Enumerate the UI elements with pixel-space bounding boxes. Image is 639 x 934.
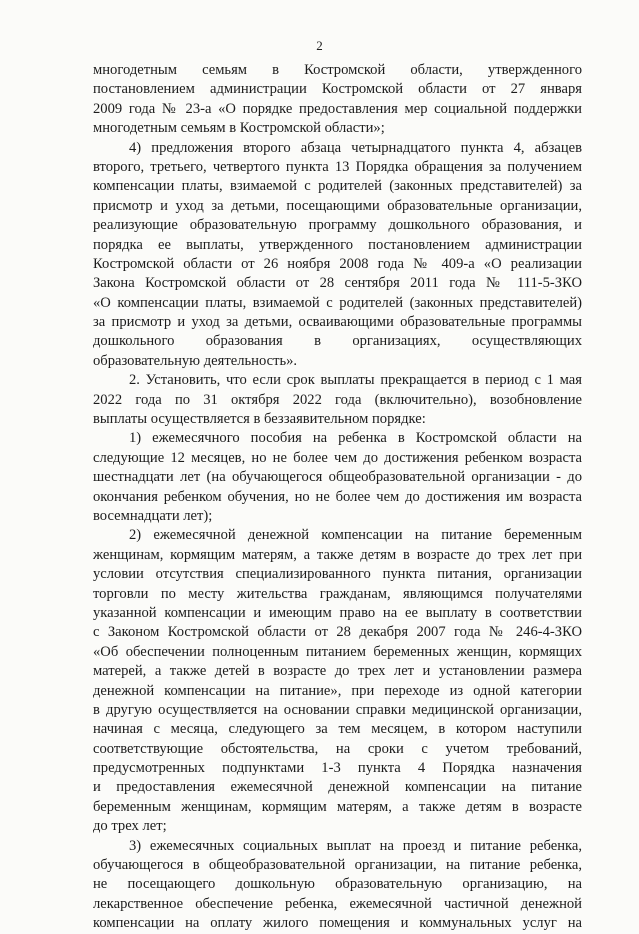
text-line: второго, третьего, четвертого пункта 13 Порядка обращения за получением: [93, 158, 582, 175]
text-line: торговли по месту жительства гражданам, являющимся получателями: [93, 585, 582, 602]
text-line: денежной компенсации на питание», при переходе из одной категории: [93, 682, 582, 699]
text-line: с Законом Костромской области от 28 декабря 2007 года № 246-4-ЗКО: [93, 624, 582, 641]
text-line: выплаты осуществляется в беззаявительном порядке:: [93, 411, 426, 428]
text-line: 4) предложения второго абзаца четырнадцатого пункта 4, абзацев: [129, 139, 582, 156]
text-line: шестнадцати лет (на обучающегося общеобразовательной организации - до: [93, 469, 582, 486]
text-line: следующие 12 месяцев, но не более чем до достижения ребенком возраста: [93, 449, 582, 466]
text-line: Закона Костромской области от 28 сентября 2011 года № 111-5-ЗКО: [93, 275, 582, 292]
text-line: образовательную деятельность».: [93, 352, 298, 369]
text-line: предусмотренных подпунктами 1-3 пункта 4 Порядка назначения: [93, 760, 582, 777]
text-line: лекарственное обеспечение ребенка, ежемесячной частичной денежной: [93, 895, 582, 912]
text-line: порядка ее выплаты, утвержденного постановлением администрации: [93, 236, 582, 253]
text-line: начиная с месяца, следующего за тем месяцем, в котором наступили: [93, 721, 582, 738]
text-line: компенсации на оплату жилого помещения и коммунальных услуг на: [93, 915, 582, 932]
text-line: компенсации платы, взимаемой с родителей (законных представителей) за: [93, 178, 582, 195]
text-line: восемнадцати лет);: [93, 507, 213, 524]
text-line: дошкольного образования в организациях, осуществляющих: [93, 333, 582, 350]
text-line: «Об обеспечении полноценным питанием беременных женщин, кормящих: [93, 643, 582, 660]
text-line: матерей, а также детей в возрасте до трех лет и установлении размера: [93, 663, 582, 680]
text-line: 1) ежемесячного пособия на ребенка в Костромской области на: [129, 430, 582, 447]
page-number: 2: [316, 38, 323, 53]
text-line: обучающегося в общеобразовательной организации, на питание ребенка,: [93, 857, 582, 874]
text-line: реализующие образовательную программу дошкольного образования, и: [93, 217, 582, 234]
text-line: многодетным семьям в Костромской области, утвержденного: [93, 62, 582, 78]
text-line: 3) ежемесячных социальных выплат на проезд и питание ребенка,: [129, 837, 582, 854]
text-line: постановлением администрации Костромской области от 27 января: [93, 81, 582, 98]
text-line: 2022 года по 31 октября 2022 года (включительно), возобновление: [93, 391, 582, 408]
text-line: многодетным семьям в Костромской области»;: [93, 120, 385, 137]
text-line: присмотр и уход за детьми, посещающими образовательные организации,: [93, 197, 582, 214]
text-line: до трех лет;: [93, 818, 167, 835]
text-line: беременным женщинам, кормящим матерям, а также детям в возрасте: [93, 798, 582, 815]
text-line: 2) ежемесячной денежной компенсации на питание беременным: [129, 527, 582, 544]
text-line: не посещающего дошкольную образовательную организацию, на: [93, 876, 582, 893]
text-line: указанной компенсации и имеющим право на ее выплату в соответствии: [93, 604, 582, 621]
text-line: соответствующие обстоятельства, на сроки с учетом требований,: [93, 740, 582, 757]
text-line: в другую осуществляется на основании справки медицинской организации,: [93, 701, 582, 718]
text-line: 2. Установить, что если срок выплаты прекращается в период с 1 мая: [129, 372, 582, 389]
text-line: окончания ребенком обучения, но не более чем до достижения им возраста: [93, 488, 582, 505]
text-line: условии отсутствия специализированного пункта питания, организации: [93, 566, 582, 583]
text-line: 2009 года № 23-а «О порядке предоставления мер социальной поддержки: [93, 100, 582, 117]
text-line: женщинам, кормящим матерям, а также детям в возрасте до трех лет при: [93, 546, 582, 563]
text-line: за присмотр и уход за детьми, осваивающими образовательные программы: [93, 314, 582, 331]
text-line: Костромской области от 26 ноября 2008 года № 409-а «О реализации: [93, 255, 582, 272]
text-line: и предоставления ежемесячной денежной компенсации на питание: [93, 779, 582, 796]
text-line: «О компенсации платы, взимаемой с родителей (законных представителей): [93, 294, 582, 311]
document-body: [93, 61, 582, 934]
